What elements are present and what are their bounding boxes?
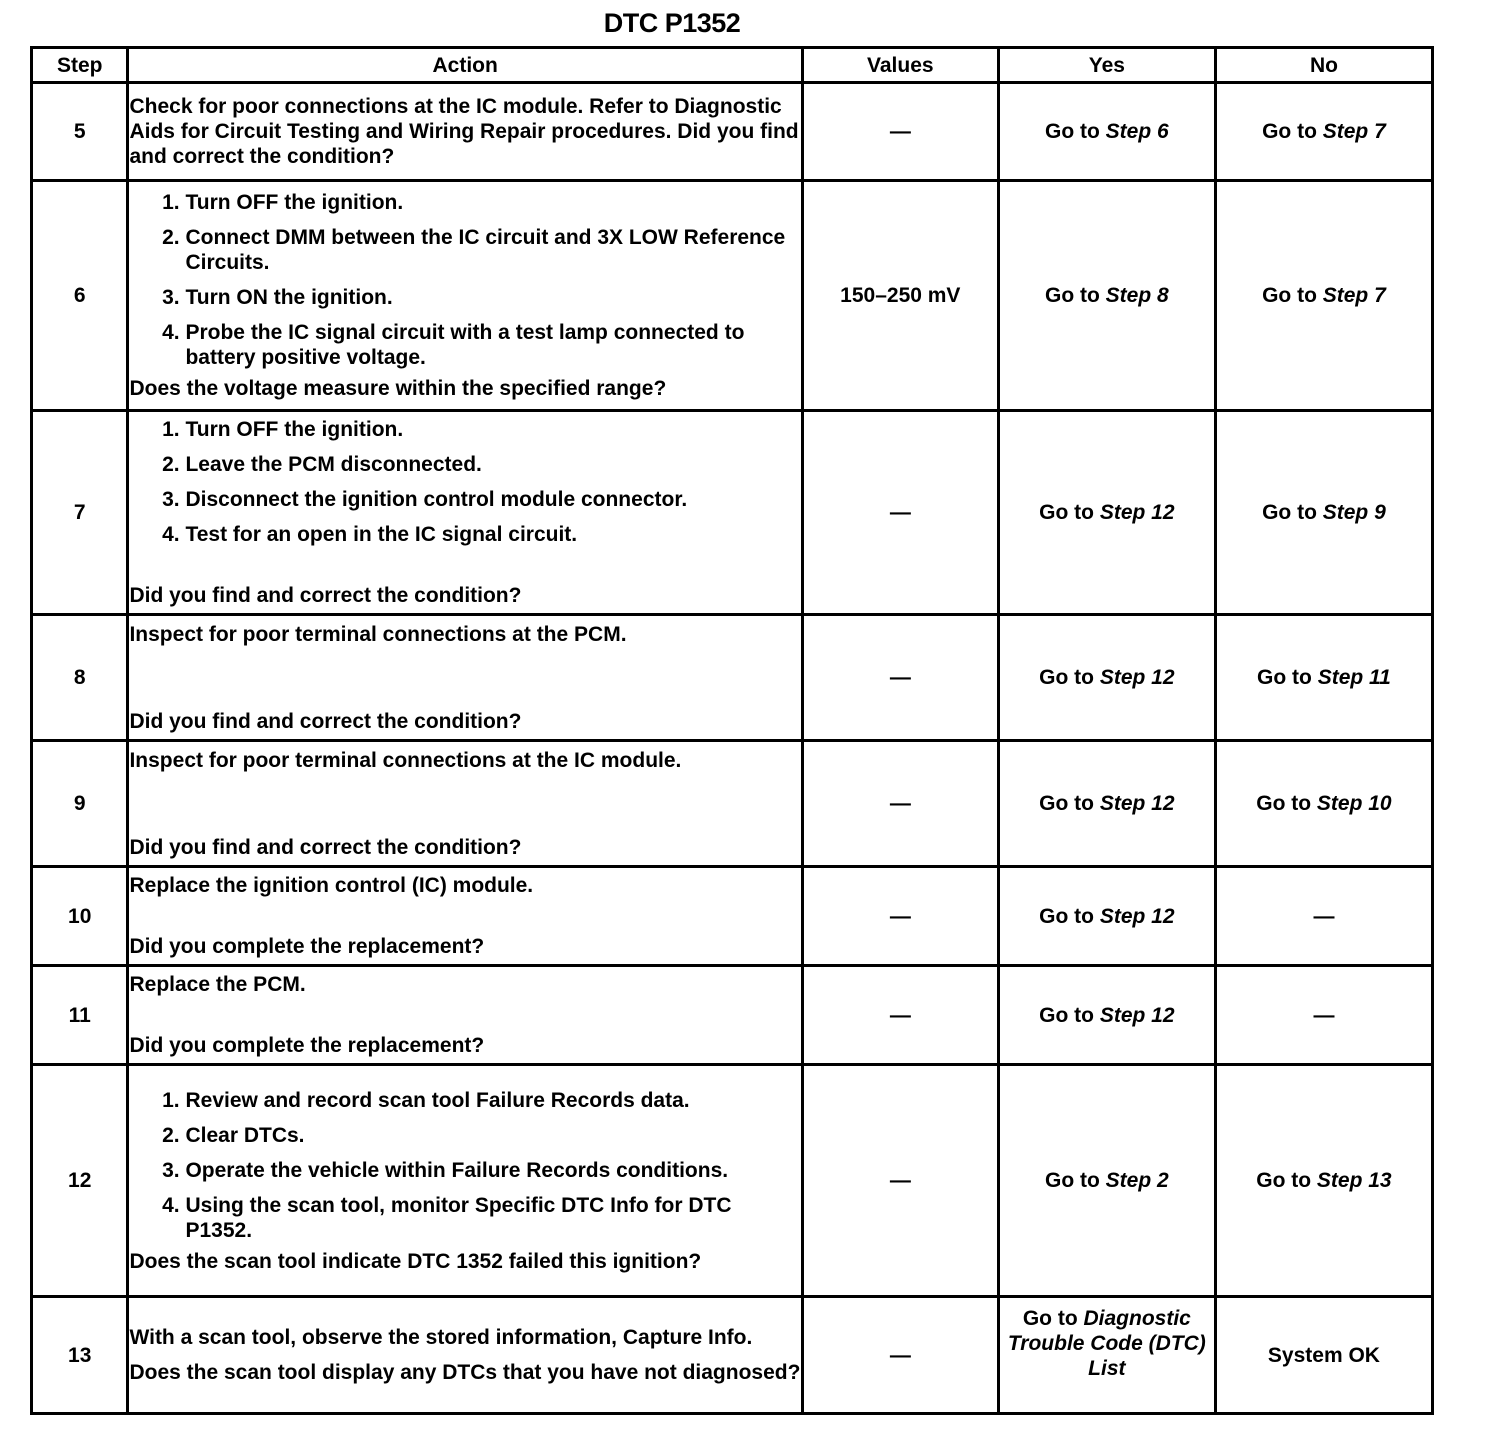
header-action: Action: [128, 48, 802, 83]
action-text: Replace the PCM.: [129, 973, 306, 996]
list-item: 3. Operate the vehicle within Failure Records conditions.: [185, 1158, 800, 1183]
action-steps: [129, 190, 800, 370]
value-cell: —: [802, 1065, 998, 1297]
no-cell: —: [1215, 966, 1432, 1065]
no-step-link[interactable]: Step 7: [1322, 284, 1386, 307]
yes-cell: [998, 867, 1215, 966]
step-number: 13: [32, 1297, 128, 1414]
dtc-table: [30, 46, 1434, 1415]
no-cell: [1215, 181, 1432, 411]
value-cell: —: [802, 83, 998, 181]
step-number: 5: [32, 83, 128, 181]
action-cell: [128, 83, 802, 181]
step-number: 6: [32, 181, 128, 411]
no-prefix: Go to: [1257, 666, 1318, 689]
action-question: Did you find and correct the condition?: [129, 709, 522, 733]
no-step-link[interactable]: Step 9: [1322, 501, 1386, 524]
yes-cell: [998, 83, 1215, 181]
header-values: Values: [802, 48, 998, 83]
table-row: [32, 411, 1433, 615]
step-number: 12: [32, 1065, 128, 1297]
action-cell: [128, 181, 802, 411]
action-steps: [129, 1088, 800, 1243]
yes-cell: [998, 966, 1215, 1065]
value-cell: 150–250 mV: [802, 181, 998, 411]
no-cell: System OK: [1215, 1297, 1432, 1414]
list-item: 4. Test for an open in the IC signal circuit.: [185, 522, 800, 547]
header-step: Step: [32, 48, 128, 83]
yes-cell: [998, 741, 1215, 867]
table-row: [32, 615, 1433, 741]
yes-step-link[interactable]: Step 6: [1105, 120, 1169, 143]
value-cell: —: [802, 411, 998, 615]
step-number: 10: [32, 867, 128, 966]
action-question: Did you complete the replacement?: [129, 1034, 485, 1057]
no-step-link[interactable]: Step 11: [1317, 666, 1391, 689]
no-cell: —: [1215, 867, 1432, 966]
action-question: Does the scan tool indicate DTC 1352 failed this ignition?: [129, 1249, 702, 1273]
action-cell: [128, 867, 802, 966]
yes-prefix: Go to: [1044, 120, 1106, 143]
action-question: Does the scan tool display any DTCs that you have not diagnosed?: [129, 1361, 801, 1384]
action-text: Check for poor connections at the IC module. Refer to Diagnostic Aids for Circuit Testing and Wiring Repair procedures. Did you find and correct the condition?: [129, 95, 799, 168]
no-cell: [1215, 1065, 1432, 1297]
yes-cell: [998, 411, 1215, 615]
table-row: [32, 1297, 1433, 1414]
yes-prefix: Go to: [1044, 1169, 1106, 1192]
yes-cell: [998, 615, 1215, 741]
action-question: Did you complete the replacement?: [129, 935, 485, 958]
no-prefix: Go to: [1262, 501, 1323, 524]
yes-prefix: Go to: [1039, 501, 1100, 524]
action-text: Inspect for poor terminal connections at the PCM.: [129, 622, 627, 646]
yes-step-link[interactable]: Step 12: [1099, 904, 1175, 928]
yes-step-link[interactable]: Step 12: [1099, 666, 1175, 689]
action-cell: [128, 411, 802, 615]
yes-step-link[interactable]: Step 12: [1099, 792, 1175, 815]
yes-dtc-list-link[interactable]: Diagnostic Trouble Code (DTC) List: [1007, 1307, 1206, 1380]
no-step-link[interactable]: Step 7: [1322, 120, 1386, 143]
table-row: [32, 966, 1433, 1065]
value-cell: —: [802, 867, 998, 966]
action-cell: [128, 615, 802, 741]
yes-step-link[interactable]: Step 12: [1099, 501, 1175, 524]
list-item: 2. Clear DTCs.: [185, 1123, 800, 1148]
list-item: 3. Disconnect the ignition control module connector.: [185, 487, 800, 512]
table-row: [32, 181, 1433, 411]
yes-cell: [998, 1065, 1215, 1297]
table-row: [32, 741, 1433, 867]
no-cell: [1215, 615, 1432, 741]
header-no: No: [1215, 48, 1432, 83]
value-cell: —: [802, 615, 998, 741]
value-cell: —: [802, 741, 998, 867]
action-cell: [128, 966, 802, 1065]
no-cell: [1215, 83, 1432, 181]
list-item: 1. Turn OFF the ignition.: [185, 190, 800, 215]
action-question: Did you find and correct the condition?: [129, 584, 522, 607]
yes-prefix: Go to: [1039, 904, 1100, 928]
list-item: 3. Turn ON the ignition.: [185, 285, 800, 310]
table-row: [32, 1065, 1433, 1297]
list-item: 2. Connect DMM between the IC circuit and 3X LOW Reference Circuits.: [185, 225, 800, 275]
action-question: Did you find and correct the condition?: [129, 835, 522, 859]
action-cell: [128, 741, 802, 867]
page-title: DTC P1352: [603, 8, 741, 38]
action-steps: [129, 417, 800, 547]
no-prefix: Go to: [1256, 1169, 1317, 1192]
no-step-link[interactable]: Step 13: [1316, 1169, 1392, 1192]
no-prefix: Go to: [1262, 120, 1323, 143]
step-number: 8: [32, 615, 128, 741]
list-item: 2. Leave the PCM disconnected.: [185, 452, 800, 477]
action-text: With a scan tool, observe the stored information, Capture Info.: [129, 1326, 753, 1349]
list-item: 1. Review and record scan tool Failure Records data.: [185, 1088, 800, 1113]
header-yes: Yes: [998, 48, 1215, 83]
yes-prefix: Go to: [1039, 1003, 1100, 1027]
yes-prefix: Go to: [1044, 284, 1106, 307]
no-step-link[interactable]: Step 10: [1316, 792, 1392, 815]
action-question: Does the voltage measure within the specified range?: [129, 377, 667, 400]
yes-cell: [998, 1297, 1215, 1414]
step-number: 7: [32, 411, 128, 615]
list-item: 4. Probe the IC signal circuit with a test lamp connected to battery positive voltage.: [185, 320, 800, 370]
no-prefix: Go to: [1262, 284, 1323, 307]
value-cell: —: [802, 1297, 998, 1414]
yes-cell: [998, 181, 1215, 411]
table-header-row: [32, 48, 1433, 83]
action-text: Inspect for poor terminal connections at the IC module.: [129, 748, 682, 772]
no-prefix: Go to: [1256, 792, 1317, 815]
table-row: [32, 867, 1433, 966]
step-number: 11: [32, 966, 128, 1065]
no-cell: [1215, 741, 1432, 867]
action-cell: [128, 1065, 802, 1297]
yes-prefix: Go to: [1022, 1307, 1084, 1330]
yes-prefix: Go to: [1039, 792, 1100, 815]
yes-step-link[interactable]: Step 8: [1105, 284, 1169, 307]
yes-prefix: Go to: [1039, 666, 1100, 689]
action-text: Replace the ignition control (IC) module.: [129, 874, 534, 897]
list-item: 4. Using the scan tool, monitor Specific DTC Info for DTC P1352.: [185, 1193, 800, 1243]
list-item: 1. Turn OFF the ignition.: [185, 417, 800, 442]
step-number: 9: [32, 741, 128, 867]
no-cell: [1215, 411, 1432, 615]
value-cell: —: [802, 966, 998, 1065]
yes-step-link[interactable]: Step 12: [1099, 1003, 1175, 1027]
yes-step-link[interactable]: Step 2: [1105, 1169, 1169, 1192]
action-cell: [128, 1297, 802, 1414]
table-row: [32, 83, 1433, 181]
